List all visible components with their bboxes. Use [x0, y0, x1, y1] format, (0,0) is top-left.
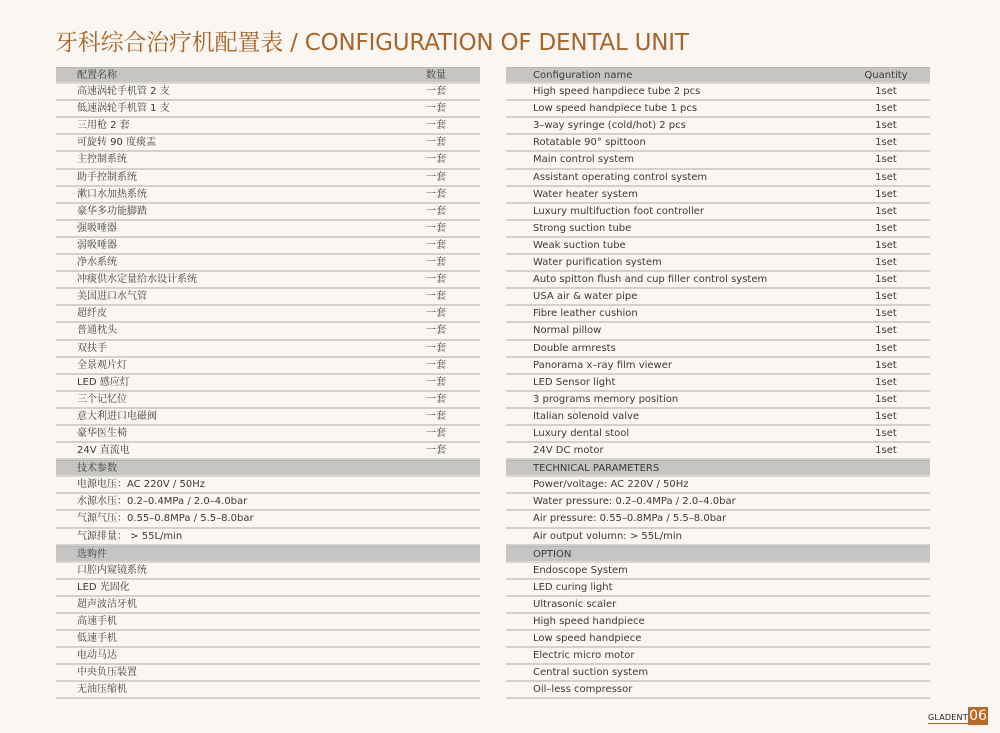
config-row	[506, 358, 930, 375]
config-row	[56, 101, 480, 118]
config-table-chinese	[56, 67, 480, 699]
config-item-quantity: 1set	[875, 410, 897, 422]
option-item-name: Oil–less compressor	[533, 684, 633, 696]
option-item-name: LED 光固化	[77, 581, 130, 593]
config-item-name: 意大利进口电磁阀	[77, 410, 157, 422]
config-item-quantity: 1set	[875, 359, 897, 371]
config-item-quantity: 1set	[875, 171, 897, 183]
config-item-quantity: 1set	[875, 342, 897, 354]
tech-param-row	[56, 511, 480, 528]
tech-param-row	[506, 511, 930, 528]
config-item-name: 美国进口水气管	[77, 291, 147, 303]
config-item-quantity: 一套	[426, 410, 446, 422]
page-title: 牙科综合治疗机配置表 / CONFIGURATION OF DENTAL UNIT	[55, 30, 689, 56]
config-item-name: 3–way syringe (cold/hot) 2 pcs	[533, 120, 686, 132]
option-row	[506, 614, 930, 631]
option-row	[56, 648, 480, 665]
config-item-quantity: 1set	[875, 103, 897, 115]
config-item-quantity: 一套	[426, 445, 446, 457]
config-item-quantity: 一套	[426, 308, 446, 320]
config-item-quantity: 1set	[875, 257, 897, 269]
config-row	[506, 238, 930, 255]
config-item-quantity: 1set	[875, 137, 897, 149]
config-row	[506, 426, 930, 443]
tech-param-text: Air pressure: 0.55–0.8MPa / 5.5–8.0bar	[533, 513, 727, 525]
config-row	[506, 323, 930, 340]
config-row	[56, 238, 480, 255]
config-row	[506, 152, 930, 169]
config-row	[56, 358, 480, 375]
config-item-quantity: 一套	[426, 137, 446, 149]
config-row	[56, 204, 480, 221]
tech-param-row	[506, 529, 930, 546]
config-item-quantity: 一套	[426, 103, 446, 115]
config-row	[56, 255, 480, 272]
config-item-name: Double armrests	[533, 342, 616, 354]
config-row	[506, 375, 930, 392]
config-item-quantity: 一套	[426, 274, 446, 286]
config-item-name: Weak suction tube	[533, 239, 626, 251]
option-item-name: Central suction system	[533, 667, 649, 679]
section-header-option	[56, 546, 480, 563]
config-row	[506, 443, 930, 460]
config-row	[506, 170, 930, 187]
config-row	[506, 392, 930, 409]
config-item-name: 24V 直流电	[77, 445, 130, 457]
config-item-quantity: 1set	[875, 427, 897, 439]
tech-param-text: 水源水压：0.2–0.4MPa / 2.0–4.0bar	[77, 496, 248, 508]
config-item-name: Low speed handpiece tube 1 pcs	[533, 103, 698, 115]
config-row	[56, 375, 480, 392]
config-item-name: 净水系统	[77, 257, 117, 269]
config-item-name: Strong suction tube	[533, 222, 632, 234]
option-row	[56, 563, 480, 580]
section-header-technical	[56, 460, 480, 477]
config-item-quantity: 1set	[875, 205, 897, 217]
option-item-name: Low speed handpiece	[533, 633, 642, 645]
config-item-name: 双扶手	[77, 342, 107, 354]
config-item-quantity: 一套	[426, 188, 446, 200]
tech-param-text: Power/voltage: AC 220V / 50Hz	[533, 479, 689, 491]
tech-param-row	[56, 529, 480, 546]
section-title: TECHNICAL PARAMETERS	[533, 463, 660, 475]
config-item-name: Main control system	[533, 154, 635, 166]
option-row	[506, 682, 930, 699]
config-row	[56, 152, 480, 169]
config-row	[56, 118, 480, 135]
option-row	[56, 682, 480, 699]
section-title: 技术参数	[77, 463, 117, 475]
option-item-name: 高速手机	[77, 616, 117, 627]
config-item-name: Panorama x–ray film viewer	[533, 359, 672, 371]
config-item-name: 冲痰供水定量给水设计系统	[77, 274, 197, 286]
config-item-quantity: 一套	[426, 120, 446, 132]
column-header-row	[506, 67, 930, 84]
column-header-quantity: 数量	[426, 70, 446, 81]
config-item-quantity: 一套	[426, 291, 446, 303]
option-row	[506, 580, 930, 597]
config-item-name: LED Sensor light	[533, 376, 616, 388]
config-item-name: Water purification system	[533, 257, 662, 269]
config-item-name: LED 感应灯	[77, 376, 130, 388]
config-item-name: 高速涡轮手机管 2 支	[77, 86, 170, 98]
config-item-quantity: 一套	[426, 359, 446, 371]
option-item-name: Endoscope System	[533, 564, 628, 576]
tech-param-text: Water pressure: 0.2–0.4MPa / 2.0–4.0bar	[533, 496, 736, 508]
config-item-quantity: 1set	[875, 325, 897, 337]
config-item-quantity: 1set	[875, 393, 897, 405]
option-row	[56, 614, 480, 631]
option-item-name: LED curing light	[533, 581, 613, 593]
config-item-name: Luxury dental stool	[533, 427, 630, 439]
config-row	[56, 135, 480, 152]
config-item-quantity: 一套	[426, 376, 446, 388]
config-item-quantity: 一套	[426, 325, 446, 337]
config-item-quantity: 一套	[426, 393, 446, 405]
page-number-badge: 06	[969, 708, 987, 724]
config-item-name: 助手控制系统	[77, 171, 137, 183]
option-item-name: 电动马达	[77, 650, 117, 662]
config-row	[56, 306, 480, 323]
option-row	[56, 580, 480, 597]
config-item-quantity: 一套	[426, 342, 446, 354]
config-row	[506, 135, 930, 152]
config-item-name: 超纤皮	[77, 308, 107, 320]
option-row	[506, 597, 930, 614]
option-item-name: 无油压缩机	[77, 684, 127, 696]
tech-param-text: 气源排量： > 55L/min	[77, 530, 183, 542]
option-item-name: Electric micro motor	[533, 650, 635, 662]
config-row	[506, 272, 930, 289]
config-row	[506, 255, 930, 272]
brand-label: GLADENT	[928, 713, 968, 722]
config-item-name: Italian solenoid valve	[533, 410, 640, 422]
config-item-quantity: 一套	[426, 257, 446, 269]
config-item-quantity: 一套	[426, 154, 446, 166]
config-row	[56, 289, 480, 306]
tech-param-text: 气源气压：0.55–0.8MPa / 5.5–8.0bar	[77, 513, 254, 525]
config-item-name: 低速涡轮手机管 1 支	[77, 103, 170, 115]
column-header-quantity: Quantity	[864, 70, 908, 81]
config-item-name: Water heater system	[533, 188, 638, 200]
config-item-name: 三个记忆位	[77, 393, 127, 405]
config-row	[506, 101, 930, 118]
option-row	[56, 631, 480, 648]
config-row	[56, 272, 480, 289]
config-item-name: 豪华多功能脚踏	[77, 205, 147, 217]
config-item-quantity: 一套	[426, 205, 446, 217]
config-item-name: Luxury multifuction foot controller	[533, 205, 705, 217]
config-item-name: 可旋转 90 度痰盂	[77, 137, 157, 149]
section-header-option	[506, 546, 930, 563]
config-row	[506, 118, 930, 135]
config-row	[506, 341, 930, 358]
option-row	[506, 631, 930, 648]
column-header-row	[56, 67, 480, 84]
option-item-name: Ultrasonic scaler	[533, 598, 617, 610]
config-table-english	[506, 67, 930, 699]
config-item-name: 主控制系统	[77, 154, 127, 166]
config-item-name: 全景观片灯	[77, 359, 127, 371]
config-row	[506, 409, 930, 426]
section-header-technical	[506, 460, 930, 477]
option-item-name: 超声波洁牙机	[77, 598, 137, 610]
config-row	[56, 84, 480, 101]
config-item-quantity: 1set	[875, 308, 897, 320]
option-row	[56, 665, 480, 682]
config-row	[56, 323, 480, 340]
config-item-quantity: 一套	[426, 427, 446, 439]
config-row	[56, 392, 480, 409]
config-item-name: Normal pillow	[533, 325, 602, 337]
option-row	[506, 665, 930, 682]
section-title: 选购件	[77, 548, 107, 560]
config-item-name: 普通枕头	[77, 325, 117, 337]
column-header-name: Configuration name	[533, 70, 633, 81]
config-row	[56, 443, 480, 460]
config-row	[56, 187, 480, 204]
config-item-name: 弱吸唾器	[77, 239, 117, 251]
config-item-quantity: 1set	[875, 445, 897, 457]
config-item-quantity: 1set	[875, 376, 897, 388]
config-item-quantity: 一套	[426, 171, 446, 183]
config-item-name: 豪华医生椅	[77, 427, 127, 439]
config-row	[506, 289, 930, 306]
tech-param-row	[506, 477, 930, 494]
config-item-name: Auto spitton flush and cup filler control system	[533, 274, 768, 286]
config-item-quantity: 1set	[875, 120, 897, 132]
config-row	[506, 221, 930, 238]
config-row	[506, 187, 930, 204]
config-item-quantity: 一套	[426, 222, 446, 234]
tech-param-row	[56, 494, 480, 511]
config-item-quantity: 一套	[426, 239, 446, 251]
config-row	[56, 426, 480, 443]
tech-param-row	[506, 494, 930, 511]
option-row	[506, 563, 930, 580]
config-item-quantity: 1set	[875, 239, 897, 251]
config-row	[506, 306, 930, 323]
config-item-quantity: 1set	[875, 274, 897, 286]
config-row	[506, 84, 930, 101]
config-item-name: Assistant operating control system	[533, 171, 708, 183]
config-item-quantity: 1set	[875, 222, 897, 234]
tech-param-text: Air output volumn: > 55L/min	[533, 530, 682, 542]
config-item-name: 3 programs memory position	[533, 393, 679, 405]
tech-param-row	[56, 477, 480, 494]
column-header-name: 配置名称	[77, 70, 117, 81]
config-item-quantity: 1set	[875, 188, 897, 200]
config-item-name: 三用枪 2 套	[77, 120, 130, 132]
option-item-name: 低速手机	[77, 633, 117, 645]
config-row	[56, 221, 480, 238]
config-item-name: USA air & water pipe	[533, 291, 638, 303]
tech-param-text: 电源电压：AC 220V / 50Hz	[77, 479, 205, 491]
config-item-name: Rotatable 90° spittoon	[533, 137, 646, 149]
config-item-name: Fibre leather cushion	[533, 308, 638, 320]
config-row	[56, 170, 480, 187]
config-row	[56, 409, 480, 426]
option-item-name: High speed handpiece	[533, 616, 645, 627]
config-item-name: 强吸唾器	[77, 222, 117, 234]
option-row	[56, 597, 480, 614]
config-item-name: 漱口水加热系统	[77, 188, 147, 200]
config-item-name: 24V DC motor	[533, 445, 604, 457]
config-item-quantity: 1set	[875, 86, 897, 98]
option-item-name: 口腔内窥镜系统	[77, 564, 147, 576]
option-row	[506, 648, 930, 665]
config-item-quantity: 一套	[426, 86, 446, 98]
config-item-quantity: 1set	[875, 291, 897, 303]
option-item-name: 中央负压装置	[77, 667, 137, 679]
section-title: OPTION	[533, 548, 572, 560]
config-row	[56, 341, 480, 358]
config-item-name: High speed hanpdiece tube 2 pcs	[533, 86, 701, 98]
config-item-quantity: 1set	[875, 154, 897, 166]
config-row	[506, 204, 930, 221]
